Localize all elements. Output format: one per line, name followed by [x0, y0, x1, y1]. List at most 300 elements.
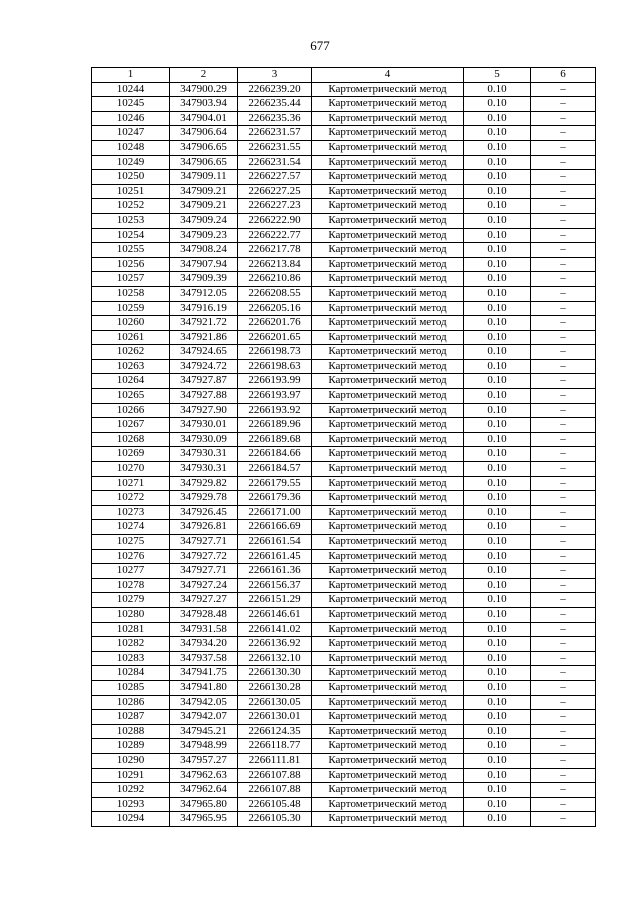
table-cell: 0.10 [464, 82, 531, 97]
table-cell: 347927.27 [170, 593, 238, 608]
table-cell: 10246 [92, 111, 170, 126]
table-cell: 2266105.30 [238, 812, 312, 827]
table-row [92, 257, 596, 272]
table-cell: – [531, 140, 596, 155]
table-cell: 10266 [92, 403, 170, 418]
table-cell: 10248 [92, 140, 170, 155]
table-cell: – [531, 564, 596, 579]
table-cell: 2266179.55 [238, 476, 312, 491]
table-row [92, 345, 596, 360]
table-cell: 2266227.25 [238, 184, 312, 199]
table-cell: – [531, 753, 596, 768]
table-cell: 10249 [92, 155, 170, 170]
table-cell: – [531, 170, 596, 185]
table-cell: 347962.64 [170, 783, 238, 798]
table-cell: – [531, 637, 596, 652]
table-cell: 2266130.28 [238, 680, 312, 695]
table-cell: 347941.80 [170, 680, 238, 695]
table-cell: 347929.82 [170, 476, 238, 491]
table-cell: 10256 [92, 257, 170, 272]
table-cell: – [531, 403, 596, 418]
table-cell: Картометрический метод [312, 695, 464, 710]
table-cell: 2266222.77 [238, 228, 312, 243]
table-cell: – [531, 651, 596, 666]
table-cell: – [531, 199, 596, 214]
table-cell: – [531, 768, 596, 783]
table-header-row [92, 68, 596, 83]
table-cell: 347909.21 [170, 184, 238, 199]
table-row [92, 170, 596, 185]
table-cell: – [531, 476, 596, 491]
table-cell: 0.10 [464, 316, 531, 331]
table-row [92, 213, 596, 228]
table-cell: 2266166.69 [238, 520, 312, 535]
table-cell: – [531, 520, 596, 535]
table-row [92, 797, 596, 812]
table-cell: Картометрический метод [312, 126, 464, 141]
table-cell: 0.10 [464, 140, 531, 155]
table-cell: Картометрический метод [312, 462, 464, 477]
table-cell: 347921.72 [170, 316, 238, 331]
table-cell: 347906.64 [170, 126, 238, 141]
table-cell: 0.10 [464, 184, 531, 199]
table-row [92, 228, 596, 243]
table-cell: Картометрический метод [312, 403, 464, 418]
table-cell: 347912.05 [170, 286, 238, 301]
table-cell: 347937.58 [170, 651, 238, 666]
table-cell: 347907.94 [170, 257, 238, 272]
table-cell: 0.10 [464, 812, 531, 827]
table-row [92, 111, 596, 126]
table-cell: 10275 [92, 535, 170, 550]
table-cell: – [531, 505, 596, 520]
table-cell: 2266107.88 [238, 783, 312, 798]
table-cell: – [531, 97, 596, 112]
table-cell: 2266184.57 [238, 462, 312, 477]
table-cell: 347930.31 [170, 462, 238, 477]
table-cell: 10267 [92, 418, 170, 433]
table-row [92, 126, 596, 141]
table-cell: 2266130.30 [238, 666, 312, 681]
table-cell: 10289 [92, 739, 170, 754]
table-row [92, 272, 596, 287]
table-cell: 2266193.99 [238, 374, 312, 389]
table-cell: 347942.07 [170, 710, 238, 725]
table-cell: 347965.80 [170, 797, 238, 812]
table-cell: 10285 [92, 680, 170, 695]
table-cell: 2266136.92 [238, 637, 312, 652]
table-cell: 10272 [92, 491, 170, 506]
table-cell: 10284 [92, 666, 170, 681]
table-cell: 2266198.73 [238, 345, 312, 360]
table-cell: 347931.58 [170, 622, 238, 637]
table-cell: 10269 [92, 447, 170, 462]
table-cell: 10265 [92, 389, 170, 404]
table-cell: 347927.88 [170, 389, 238, 404]
table-cell: 2266201.76 [238, 316, 312, 331]
table-cell: Картометрический метод [312, 111, 464, 126]
table-cell: – [531, 155, 596, 170]
table-cell: 0.10 [464, 680, 531, 695]
table-cell: 10260 [92, 316, 170, 331]
table-cell: 0.10 [464, 753, 531, 768]
table-cell: 10262 [92, 345, 170, 360]
table-cell: Картометрический метод [312, 710, 464, 725]
table-cell: 347929.78 [170, 491, 238, 506]
table-cell: 347957.27 [170, 753, 238, 768]
table-cell: Картометрический метод [312, 213, 464, 228]
table-cell: 0.10 [464, 593, 531, 608]
table-row [92, 695, 596, 710]
table-cell: 0.10 [464, 374, 531, 389]
table-cell: 10282 [92, 637, 170, 652]
table-cell: – [531, 491, 596, 506]
table-cell: Картометрический метод [312, 476, 464, 491]
table-cell: – [531, 535, 596, 550]
table-row [92, 520, 596, 535]
table-cell: Картометрический метод [312, 680, 464, 695]
table-cell: 2266231.55 [238, 140, 312, 155]
table-row [92, 724, 596, 739]
table-cell: Картометрический метод [312, 564, 464, 579]
table-cell: 0.10 [464, 170, 531, 185]
table-cell: Картометрический метод [312, 607, 464, 622]
table-row [92, 505, 596, 520]
table-cell: 0.10 [464, 549, 531, 564]
table-cell: Картометрический метод [312, 345, 464, 360]
table-body [92, 82, 596, 826]
table-cell: Картометрический метод [312, 593, 464, 608]
table-cell: Картометрический метод [312, 578, 464, 593]
table-cell: 10259 [92, 301, 170, 316]
table-row [92, 651, 596, 666]
table-cell: 347930.01 [170, 418, 238, 433]
table-cell: 347921.86 [170, 330, 238, 345]
table-cell: Картометрический метод [312, 389, 464, 404]
table-cell: – [531, 374, 596, 389]
table-cell: 2266217.78 [238, 243, 312, 258]
table-cell: 10261 [92, 330, 170, 345]
table-cell: 0.10 [464, 418, 531, 433]
table-cell: 0.10 [464, 783, 531, 798]
table-cell: 2266198.63 [238, 359, 312, 374]
table-cell: 347916.19 [170, 301, 238, 316]
table-cell: 10294 [92, 812, 170, 827]
table-cell: 0.10 [464, 666, 531, 681]
table-cell: 347927.71 [170, 564, 238, 579]
table-cell: 347934.20 [170, 637, 238, 652]
table-cell: Картометрический метод [312, 140, 464, 155]
table-cell: 347909.39 [170, 272, 238, 287]
table-cell: 0.10 [464, 432, 531, 447]
table-cell: 2266132.10 [238, 651, 312, 666]
table-cell: Картометрический метод [312, 82, 464, 97]
table-row [92, 82, 596, 97]
table-cell: 2266184.66 [238, 447, 312, 462]
table-cell: 10271 [92, 476, 170, 491]
table-cell: 2266161.54 [238, 535, 312, 550]
table-cell: 347926.45 [170, 505, 238, 520]
table-cell: 347941.75 [170, 666, 238, 681]
table-cell: 2266105.48 [238, 797, 312, 812]
table-cell: Картометрический метод [312, 199, 464, 214]
table-cell: – [531, 389, 596, 404]
table-cell: 0.10 [464, 505, 531, 520]
table-cell: 2266235.36 [238, 111, 312, 126]
table-row [92, 97, 596, 112]
table-cell: 0.10 [464, 724, 531, 739]
table-cell: 0.10 [464, 345, 531, 360]
table-cell: 0.10 [464, 447, 531, 462]
table-cell: 2266189.68 [238, 432, 312, 447]
table-cell: Картометрический метод [312, 447, 464, 462]
table-row [92, 783, 596, 798]
table-cell: – [531, 330, 596, 345]
table-cell: Картометрический метод [312, 739, 464, 754]
table-cell: Картометрический метод [312, 432, 464, 447]
table-cell: 10247 [92, 126, 170, 141]
column-header: 6 [531, 68, 596, 83]
table-cell: – [531, 739, 596, 754]
table-row [92, 593, 596, 608]
table-cell: 2266222.90 [238, 213, 312, 228]
table-cell: 0.10 [464, 622, 531, 637]
table-row [92, 607, 596, 622]
table-row [92, 710, 596, 725]
table-cell: Картометрический метод [312, 622, 464, 637]
table-cell: 2266171.00 [238, 505, 312, 520]
table-cell: 0.10 [464, 491, 531, 506]
table-cell: Картометрический метод [312, 637, 464, 652]
table-cell: 347930.31 [170, 447, 238, 462]
table-cell: 347927.72 [170, 549, 238, 564]
table-cell: 10244 [92, 82, 170, 97]
table-cell: 2266130.05 [238, 695, 312, 710]
table-cell: 2266124.35 [238, 724, 312, 739]
table-cell: 0.10 [464, 578, 531, 593]
table-cell: Картометрический метод [312, 505, 464, 520]
table-cell: Картометрический метод [312, 316, 464, 331]
table-cell: 10290 [92, 753, 170, 768]
table-cell: 10255 [92, 243, 170, 258]
table-cell: Картометрический метод [312, 330, 464, 345]
table-row [92, 462, 596, 477]
table-cell: 10251 [92, 184, 170, 199]
table-row [92, 476, 596, 491]
table-cell: 0.10 [464, 155, 531, 170]
table-cell: 0.10 [464, 403, 531, 418]
table-cell: 10250 [92, 170, 170, 185]
table-cell: Картометрический метод [312, 97, 464, 112]
table-cell: Картометрический метод [312, 272, 464, 287]
table-cell: 10292 [92, 783, 170, 798]
table-row [92, 535, 596, 550]
table-cell: 347962.63 [170, 768, 238, 783]
table-cell: – [531, 82, 596, 97]
table-row [92, 812, 596, 827]
column-header: 3 [238, 68, 312, 83]
table-cell: Картометрический метод [312, 797, 464, 812]
table-cell: 347909.24 [170, 213, 238, 228]
table-cell: 2266201.65 [238, 330, 312, 345]
table-row [92, 403, 596, 418]
table-row [92, 389, 596, 404]
table-cell: 10258 [92, 286, 170, 301]
table-cell: – [531, 695, 596, 710]
table-cell: 347948.99 [170, 739, 238, 754]
table-row [92, 549, 596, 564]
table-cell: Картометрический метод [312, 170, 464, 185]
table-cell: 347927.87 [170, 374, 238, 389]
table-cell: – [531, 345, 596, 360]
table-cell: Картометрический метод [312, 155, 464, 170]
table-cell: Картометрический метод [312, 257, 464, 272]
table-cell: 0.10 [464, 301, 531, 316]
table-cell: 10254 [92, 228, 170, 243]
table-cell: 347909.11 [170, 170, 238, 185]
table-cell: – [531, 710, 596, 725]
table-row [92, 330, 596, 345]
table-cell: 2266130.01 [238, 710, 312, 725]
table-cell: 10273 [92, 505, 170, 520]
table-cell: 0.10 [464, 739, 531, 754]
table-cell: – [531, 607, 596, 622]
table-row [92, 432, 596, 447]
table-cell: 0.10 [464, 535, 531, 550]
table-cell: 0.10 [464, 330, 531, 345]
table-cell: – [531, 359, 596, 374]
table-cell: 0.10 [464, 243, 531, 258]
column-header: 4 [312, 68, 464, 83]
table-cell: – [531, 286, 596, 301]
table-cell: 2266111.81 [238, 753, 312, 768]
column-header: 5 [464, 68, 531, 83]
table-cell: – [531, 213, 596, 228]
table-cell: 347930.09 [170, 432, 238, 447]
table-cell: 2266141.02 [238, 622, 312, 637]
table-cell: 10288 [92, 724, 170, 739]
table-cell: – [531, 783, 596, 798]
page-number: 677 [310, 38, 330, 53]
table-cell: – [531, 184, 596, 199]
table-cell: – [531, 447, 596, 462]
table-cell: Картометрический метод [312, 549, 464, 564]
table-row [92, 739, 596, 754]
table-cell: – [531, 812, 596, 827]
table-cell: 0.10 [464, 607, 531, 622]
table-cell: – [531, 666, 596, 681]
table-cell: 10245 [92, 97, 170, 112]
table-row [92, 418, 596, 433]
table-cell: 2266107.88 [238, 768, 312, 783]
table-cell: 0.10 [464, 637, 531, 652]
table-row [92, 447, 596, 462]
table-cell: 10280 [92, 607, 170, 622]
table-row [92, 622, 596, 637]
table-cell: 347906.65 [170, 140, 238, 155]
table-cell: 2266118.77 [238, 739, 312, 754]
table-cell: 0.10 [464, 768, 531, 783]
table-row [92, 155, 596, 170]
table-cell: 2266231.54 [238, 155, 312, 170]
table-row [92, 374, 596, 389]
table-cell: 0.10 [464, 520, 531, 535]
table-cell: 10286 [92, 695, 170, 710]
table-cell: 2266227.23 [238, 199, 312, 214]
table-cell: 0.10 [464, 476, 531, 491]
table-cell: 2266179.36 [238, 491, 312, 506]
table-cell: 347927.24 [170, 578, 238, 593]
table-row [92, 243, 596, 258]
table-cell: 10274 [92, 520, 170, 535]
table-cell: 347927.71 [170, 535, 238, 550]
table-row [92, 753, 596, 768]
table-cell: – [531, 724, 596, 739]
table-cell: 0.10 [464, 564, 531, 579]
table-cell: 2266161.36 [238, 564, 312, 579]
table-row [92, 199, 596, 214]
table-cell: 10293 [92, 797, 170, 812]
table-cell: 10253 [92, 213, 170, 228]
table-cell: Картометрический метод [312, 286, 464, 301]
column-header: 2 [170, 68, 238, 83]
table-cell: 2266151.29 [238, 593, 312, 608]
table-cell: 347909.23 [170, 228, 238, 243]
table-cell: 347942.05 [170, 695, 238, 710]
table-cell: 10257 [92, 272, 170, 287]
table-cell: Картометрический метод [312, 651, 464, 666]
table-cell: 347928.48 [170, 607, 238, 622]
table-cell: 2266239.20 [238, 82, 312, 97]
table-row [92, 680, 596, 695]
table-row [92, 359, 596, 374]
table-cell: 10278 [92, 578, 170, 593]
table-cell: 2266210.86 [238, 272, 312, 287]
table-cell: – [531, 462, 596, 477]
table-cell: – [531, 126, 596, 141]
table-cell: 10263 [92, 359, 170, 374]
table-cell: 0.10 [464, 286, 531, 301]
table-cell: 10279 [92, 593, 170, 608]
table-cell: 347909.21 [170, 199, 238, 214]
table-cell: 2266146.61 [238, 607, 312, 622]
table-cell: 10268 [92, 432, 170, 447]
table-row [92, 286, 596, 301]
table-cell: 0.10 [464, 651, 531, 666]
table-cell: 2266231.57 [238, 126, 312, 141]
table-cell: 10283 [92, 651, 170, 666]
column-header: 1 [92, 68, 170, 83]
table-row [92, 768, 596, 783]
table-cell: – [531, 243, 596, 258]
table-cell: 2266161.45 [238, 549, 312, 564]
table-cell: 347908.24 [170, 243, 238, 258]
table-cell: 0.10 [464, 462, 531, 477]
table-cell: Картометрический метод [312, 243, 464, 258]
table-cell: 2266193.92 [238, 403, 312, 418]
table-row [92, 301, 596, 316]
table-cell: Картометрический метод [312, 520, 464, 535]
table-cell: Картометрический метод [312, 359, 464, 374]
table-cell: – [531, 432, 596, 447]
table-cell: 0.10 [464, 257, 531, 272]
table-cell: Картометрический метод [312, 812, 464, 827]
table-cell: 0.10 [464, 97, 531, 112]
table-cell: 347906.65 [170, 155, 238, 170]
table-cell: 10277 [92, 564, 170, 579]
table-cell: 10291 [92, 768, 170, 783]
table-cell: 2266205.16 [238, 301, 312, 316]
